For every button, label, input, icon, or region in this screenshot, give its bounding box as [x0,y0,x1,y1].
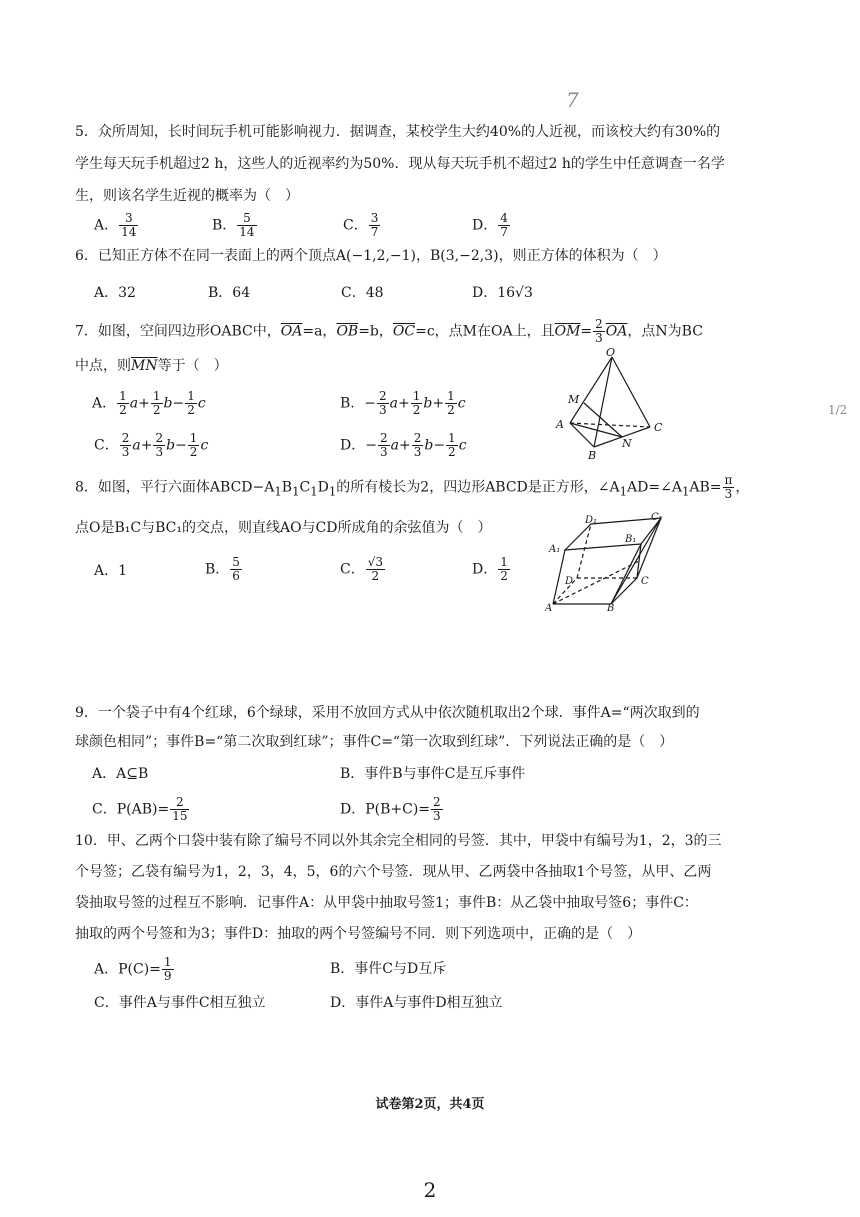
q7-stem: 7．如图，空间四边形OABC中，$\overline{OA}=a$，$\overline{OB}=b$，$\overline{OC}=c$，点M在OA上，且$\overline{OM}=$ $\frac{2}{3}$ $\overline{OA}$，点N为BC [75,317,703,345]
q9-option-d: D．P(B+C)= $\frac{2}{3}$ [340,795,441,823]
label-m: M [568,393,580,406]
q6-stem: 6．已知正方体不在同一表面上的两个顶点A(−1,2,−1)，B(3,−2,3)，则正方体的体积为（ ） [75,248,667,264]
q8-option-b: B． $\frac{5}{6}$ [205,555,240,583]
edge-aa1 [553,550,565,604]
q9-option-a: A．A⊆B [92,766,149,782]
q9-line1: 9．一个袋子中有4个红球，6个绿球，采用不放回方式从中依次随机取出2个球．事件A=“两次取到的 [75,705,700,721]
label-c: C [641,576,649,587]
q5-option-b: B． $\frac{5}{14}$ [212,211,255,239]
top-face [565,518,661,550]
q7-option-c: C． $\frac{2}{3}$ a+ $\frac{2}{3}$ b− $\frac{1}{2}$ c [94,431,209,459]
q10-option-a: A．P(C)= $\frac{1}{9}$ [94,955,172,983]
q7-option-b: B．− $\frac{2}{3}$ a+ $\frac{1}{2}$ b+ $\frac{1}{2}$ c [340,389,466,417]
q10-line4: 抽取的两个号签和为3；事件D：抽取的两个号签编号不同．则下列选项中，正确的是（ ） [75,926,642,942]
q10-option-d: D．事件A与事件D相互独立 [330,995,503,1011]
q10-option-c: C．事件A与事件C相互独立 [94,995,266,1011]
label-a1: A₁ [549,544,561,555]
q6-option-d: D．16√3 [472,285,533,301]
label-c1: C₁ [651,512,663,523]
q6-option-c: C．48 [341,285,384,301]
label-c: C [654,421,663,434]
label-b: B [588,449,597,462]
page-number: 2 [423,1178,437,1202]
q7-tetrahedron-figure [552,347,682,462]
q8-line2: 点O是B₁C与BC₁的交点，则直线AO与CD所成角的余弦值为（ ） [75,520,492,536]
q9-line2: 球颜色相同”；事件B=“第二次取到红球”；事件C=“第一次取到红球”．下列说法正确的是（ ） [75,734,674,750]
label-b: B [607,603,615,612]
q5-line1: 5．众所周知，长时间玩手机可能影响视力．据调查，某校学生大约40%的人近视，而该校大约有30%的 [75,124,721,140]
q5-option-c: C． $\frac{3}{7}$ [343,211,379,239]
label-o: O [606,347,616,359]
diag-bc1 [611,518,661,604]
q7-option-d: D．− $\frac{2}{3}$ a+ $\frac{2}{3}$ b− $\frac{1}{2}$ c [340,431,467,459]
label-b1: B₁ [625,534,637,545]
q8-stem: 8．如图，平行六面体$ABCD-A_1B_1C_1D_1$的所有棱长为2，四边形ABCD是正方形，$\angle A_1AD=\angle A_1AB=$ $\frac{\pi}{3}$ ， [75,473,750,501]
q5-line2: 学生每天玩手机超过2 h，这些人的近视率约为50%．现从每天玩手机不超过2 h的学生中任意调查一名学 [75,156,725,172]
q10-option-b: B．事件C与D互斥 [330,961,447,977]
q10-line2: 个号签；乙袋有编号为1，2，3，4，5，6的六个号签．现从甲、乙两袋中各抽取1个号签，从甲、乙两 [75,864,712,880]
q9-option-b: B．事件B与事件C是互斥事件 [340,766,526,782]
margin-mark-top: 7 [566,88,579,112]
q6-option-a: A．32 [94,285,136,301]
margin-mark-right: 1/2 [828,403,848,417]
q8-parallelepiped-figure [545,512,675,612]
q7-option-a: A． $\frac{1}{2}$ a+ $\frac{1}{2}$ b− $\frac{1}{2}$ c [92,389,206,417]
q10-line1: 10．甲、乙两个口袋中装有除了编号不同以外其余完全相同的号签．其中，甲袋中有编号为1，2，3的三 [75,833,722,849]
label-a: A [556,418,564,431]
edge-dd1 [577,524,591,578]
q5-option-d: D． $\frac{4}{7}$ [472,211,508,239]
label-d1: D₁ [585,515,598,526]
q8-option-c: C． $\frac{√3}{2}$ [340,555,383,583]
label-d: D [565,576,574,587]
q8-option-d: D． $\frac{1}{2}$ [472,555,508,583]
label-a: A [545,603,553,612]
page-footer: 试卷第2页，共4页 [375,1097,485,1112]
q8-option-a: A．1 [94,563,128,579]
q9-option-c: C．P(AB)= $\frac{2}{15}$ [92,795,188,823]
label-n: N [622,437,632,450]
edge-oc [612,357,650,427]
q7-line2: 中点，则$\overline{MN}$等于（ ） [75,358,228,374]
q10-line3: 袋抽取号签的过程互不影响．记事件A：从甲袋中抽取号签1；事件B：从乙袋中抽取号签6；事件C： [75,895,698,911]
q5-line3: 生，则该名学生近视的概率为（ ） [75,188,299,204]
edge-bb1 [611,544,641,604]
q5-option-a: A． $\frac{3}{14}$ [94,211,137,239]
q6-option-b: B．64 [208,285,251,301]
